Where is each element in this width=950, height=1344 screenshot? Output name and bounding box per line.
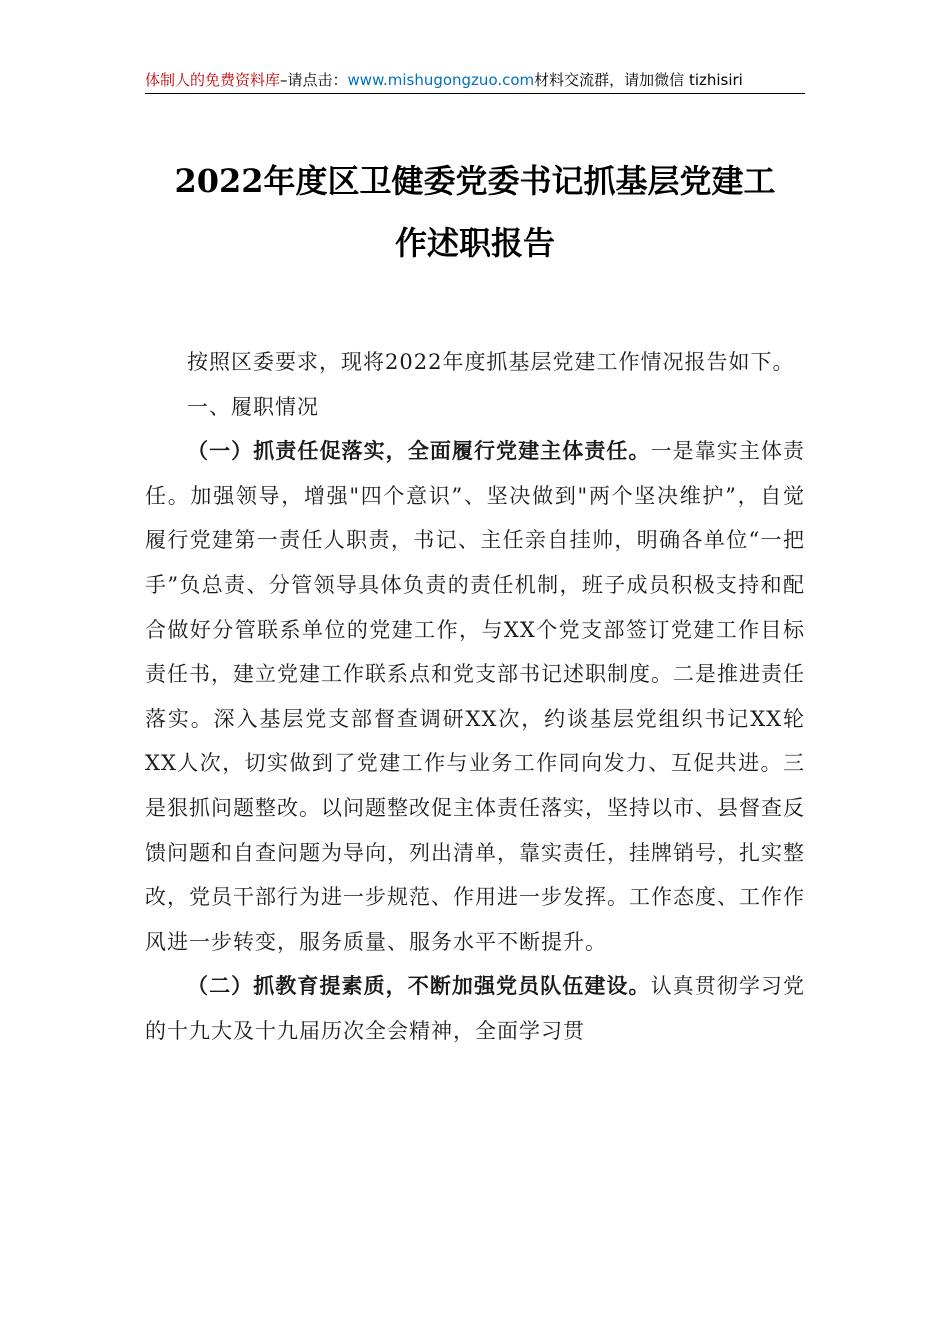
paragraph-1-lead: （一）抓责任促落实，全面履行党建主体责任。 [187, 438, 651, 464]
intro-paragraph: 按照区委要求，现将2022年度抓基层党建工作情况报告如下。 [187, 350, 795, 374]
header-url-link[interactable]: www.mishugongzuo.com [347, 71, 535, 89]
header-tail: 材料交流群，请加微信 tizhisiri [534, 71, 743, 89]
section-heading-1: 一、履职情况 [187, 394, 319, 419]
header-divider [145, 93, 805, 94]
paragraph-2 [145, 964, 805, 1053]
header-prompt: –请点击： [280, 71, 348, 89]
paragraph-1-text: 一是靠实主体责任。加强领导，增强"四个意识”、坚决做到"两个坚决维护”，自觉履行党建第一责任人职责，书记、主任亲自挂帅，明确各单位“一把手”负总责、分管领导具体负责的责任机制，班子成员积极支持和配合做好分管联系单位的党建工作，与XX个党支部签订党建工作目标责任书，建立党建工作联系点和党支部书记述职制度。二是推进责任落实。深入基层党支部督查调研XX次，约谈基层党组织书记XX轮XX人次，切实做到了党建工作与业务工作同向发力、互促共进。三是狠抓问题整改。以问题整改促主体责任落实，坚持以市、县督查反馈问题和自查问题为导向，列出清单，靠实责任，挂牌销号，扎实整改，党员干部行为进一步规范、作用进一步发挥。工作态度、工作作风进一步转变，服务质量、服务水平不断提升。 [145, 439, 806, 954]
title-line-2: 作述职报告 [394, 224, 555, 262]
paragraph-2-lead: （二）抓教育提素质，不断加强党员队伍建设。 [187, 973, 651, 999]
page-header [145, 66, 805, 94]
header-site-name: 体制人的免费资料库 [145, 71, 281, 89]
document-body [145, 340, 805, 1054]
document-title [145, 150, 805, 274]
paragraph-1 [145, 429, 805, 964]
paragraph-2-text: 认真贯彻学习党的十九大及十九届历次全会精神，全面学习贯 [145, 974, 806, 1043]
title-line-1: 2022年度区卫健委党委书记抓基层党建工 [174, 162, 776, 200]
